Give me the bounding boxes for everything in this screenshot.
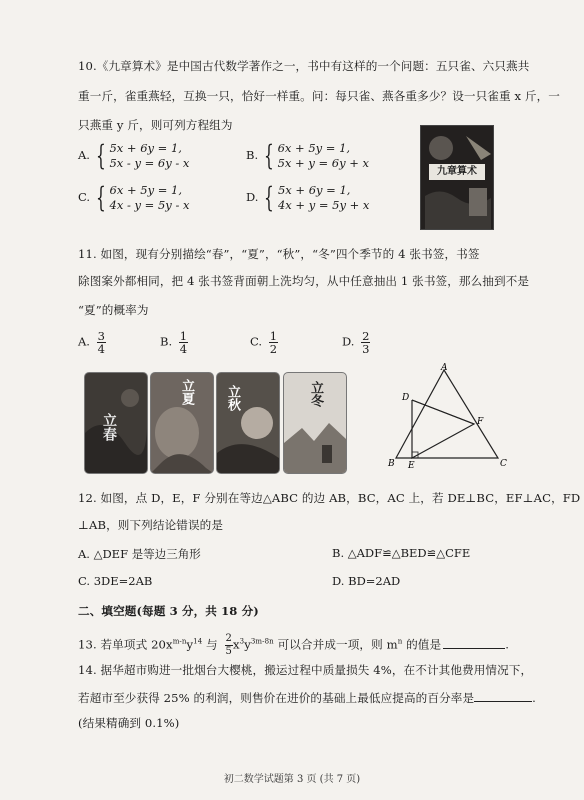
answer-blank[interactable] bbox=[443, 638, 505, 649]
point-e-label: E bbox=[408, 461, 415, 470]
vertex-b-label: B bbox=[388, 459, 395, 469]
equation: 6x + 5y = 1, bbox=[109, 183, 183, 197]
q14-line3: (结果精确到 0.1%) bbox=[78, 716, 180, 730]
q12-option-b: B. △ADF≌△BED≌△CFE bbox=[332, 546, 471, 560]
fraction-numerator: 2 bbox=[225, 633, 232, 644]
book-title: 九章算术 bbox=[429, 164, 485, 180]
vertex-c-label: C bbox=[500, 459, 507, 469]
q13-tail: 的值是 bbox=[402, 637, 442, 652]
q10-option-b: B. { 6x + 5y = 1, 5x + y = 6y + x bbox=[246, 139, 370, 172]
q12-option-c: C. 3DE=2AB bbox=[78, 574, 153, 588]
bookmark-summer bbox=[150, 372, 214, 474]
q13-exp2: 14 bbox=[193, 637, 203, 646]
q13-line: 13. 若单项式 $20x^{m-n}y^{14}$ 与 $\frac{2}{5}$ $x^3y^{3m-8n}$ 可以合并成一项，则 $m^n$ 的值是 . bbox=[78, 633, 509, 657]
fraction-denominator: 3 bbox=[362, 342, 370, 356]
bookmark-summer-label: 立夏 bbox=[179, 379, 194, 405]
q11-line1: 11. 如图，现有分别描绘“春”，“夏”，“秋”，“冬”四个季节的 4 张书签，书签 bbox=[78, 247, 480, 261]
fraction-numerator: 1 bbox=[269, 329, 278, 343]
vertex-a-label: A bbox=[441, 363, 448, 373]
option-label: C. bbox=[78, 190, 91, 204]
fraction-numerator: 1 bbox=[179, 329, 188, 343]
q12-option-a: A. △DEF 是等边三角形 bbox=[78, 547, 201, 561]
fraction-denominator: 5 bbox=[225, 646, 232, 657]
page-footer: 初二数学试题第 3 页 (共 7 页) bbox=[223, 774, 361, 785]
q13-exp3: 3 bbox=[239, 637, 245, 646]
q14-line1: 14. 据华超市购进一批烟台大樱桃，搬运过程中质量损失 4%，在不计其他费用情况下， bbox=[78, 663, 533, 677]
q13-suffix: 可以合并成一项，则 m bbox=[273, 637, 398, 652]
bookmark-winter-label: 立冬 bbox=[308, 381, 323, 407]
q11-line2: 除图案外都相同，把 4 张书签背面朝上洗均匀，从中任意抽出 1 张书签，那么抽到不是 bbox=[78, 274, 530, 288]
option-label: C. bbox=[250, 334, 263, 349]
equation: 4x + y = 5y + x bbox=[277, 198, 370, 212]
point-f-label: F bbox=[477, 417, 484, 427]
q14-line2-text: 若超市至少获得 25% 的利润，则售价在进价的基础上最低应提高的百分率是 bbox=[78, 691, 475, 705]
bookmark-spring bbox=[84, 372, 148, 474]
q11-line3: “夏”的概率为 bbox=[78, 303, 149, 317]
q13-connector: 与 bbox=[202, 637, 222, 652]
q10-line1: 10.《九章算术》是中国古代数学著作之一，书中有这样的一个问题：五只雀、六只燕共 bbox=[78, 59, 530, 73]
fraction-denominator: 4 bbox=[179, 342, 188, 356]
option-label: D. bbox=[342, 334, 355, 349]
bookmark-spring-label: 立春 bbox=[101, 413, 117, 441]
option-label: B. bbox=[246, 148, 259, 162]
q10-line2: 重一斤，雀重燕轻，互换一只，恰好一样重。问：每只雀、燕各重多少？设一只雀重 x 斤，一 bbox=[78, 89, 560, 103]
point-d-label: D bbox=[402, 393, 410, 403]
q13-exp4: 3m-8n bbox=[250, 637, 274, 646]
q13-var-y2: y bbox=[244, 637, 251, 652]
equation: 6x + 5y = 1, bbox=[277, 141, 351, 155]
q11-option-b bbox=[160, 330, 188, 355]
q13-var-x: x bbox=[233, 637, 240, 652]
q14-line2: 若超市至少获得 25% 的利润，则售价在进价的基础上最低应提高的百分率是 . bbox=[78, 691, 536, 705]
q13-exp5: n bbox=[397, 637, 403, 646]
q13-prefix: 13. 若单项式 20x bbox=[78, 637, 173, 652]
option-label: B. bbox=[160, 334, 173, 349]
bookmark-winter bbox=[283, 372, 347, 474]
triangle-figure bbox=[386, 362, 518, 470]
q10-option-a: A. { 5x + 6y = 1, 5x - y = 6y - x bbox=[78, 139, 190, 172]
option-label: D. bbox=[246, 190, 259, 204]
q11-option-a bbox=[78, 330, 106, 355]
fraction-denominator: 4 bbox=[97, 342, 105, 356]
q12-line2: ⊥AB，则下列结论错误的是 bbox=[78, 518, 224, 532]
q11-option-c bbox=[250, 330, 278, 355]
option-label: A. bbox=[78, 334, 90, 349]
answer-blank[interactable] bbox=[474, 691, 532, 702]
book-cover-image bbox=[420, 125, 494, 230]
q10-line3: 只燕重 y 斤，则可列方程组为 bbox=[78, 118, 233, 132]
q11-option-d bbox=[342, 330, 370, 355]
option-label: A. bbox=[78, 148, 90, 162]
q10-option-c: C. { 6x + 5y = 1, 4x - y = 5y - x bbox=[78, 181, 190, 214]
equation: 5x + y = 6y + x bbox=[277, 156, 370, 170]
q12-option-d: D. BD=2AD bbox=[332, 574, 401, 588]
bookmark-autumn-label: 立秋 bbox=[225, 385, 240, 411]
section-2-heading: 二、填空题(每题 3 分，共 18 分) bbox=[78, 604, 259, 618]
bookmark-autumn bbox=[216, 372, 280, 474]
equation: 4x - y = 5y - x bbox=[109, 198, 190, 212]
q13-var-y: y bbox=[186, 637, 194, 652]
fraction-numerator: 2 bbox=[362, 329, 370, 343]
fraction-numerator: 3 bbox=[97, 329, 105, 343]
equation: 5x + 6y = 1, bbox=[109, 141, 182, 155]
q12-line1: 12. 如图，点 D，E，F 分别在等边△ABC 的边 AB，BC，AC 上，若 DE⊥BC，EF⊥AC，FD bbox=[78, 491, 581, 505]
fraction-denominator: 2 bbox=[269, 342, 278, 356]
q13-exp1: m-n bbox=[172, 637, 187, 646]
q10-option-d: D. { 5x + 6y = 1, 4x + y = 5y + x bbox=[246, 181, 370, 214]
equation: 5x + 6y = 1, bbox=[277, 183, 351, 197]
equation: 5x - y = 6y - x bbox=[109, 156, 190, 170]
